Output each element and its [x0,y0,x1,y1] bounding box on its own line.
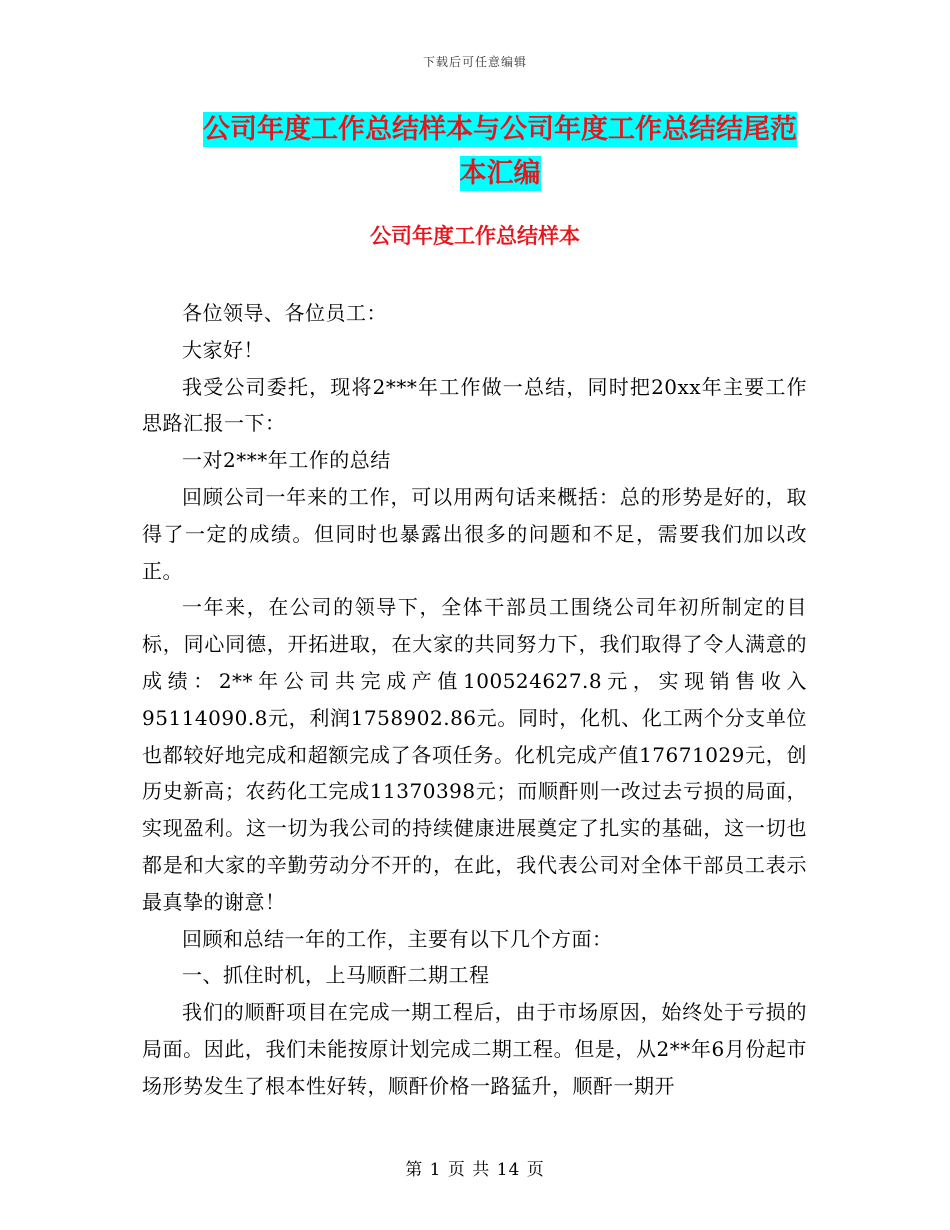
paragraph-greeting: 各位领导、各位员工： [182,301,387,325]
paragraph-heading-project: 一、抓住时机，上马顺酐二期工程 [182,963,490,988]
paragraph-review: 回顾公司一年来的工作，可以用两句话来概括：总的形势是好的，取得了一定的成绩。但同时也暴露出很多的问题和不足，需要我们加以改正。 [142,484,807,583]
paragraph-project: 我们的顺酐项目在完成一期工程后，由于市场原因，始终处于亏损的局面。因此，我们未能按原计划完成二期工程。但是，从2**年6月份起市场形势发生了根本性好转，顺酐价格一路猛升，顺酐一期开 [142,1000,807,1098]
paragraph-heading-summary: 一对2***年工作的总结 [182,448,391,473]
paragraph-aspects: 回顾和总结一年的工作，主要有以下几个方面： [182,926,613,951]
header-note: 下载后可任意编辑 [422,55,527,69]
paragraph-intro: 我受公司委托，现将2***年工作做一总结，同时把20xx年主要工作思路汇报一下： [142,374,807,436]
paragraph-hello: 大家好！ [182,337,264,362]
paragraph-achievements: 一年来，在公司的领导下，全体干部员工围绕公司年初所制定的目标，同心同德，开拓进取，在大家的共同努力下，我们取得了令人满意的成绩：2**年公司共完成产值100524627.8元，实现销售收入95114090.8元，利润1758902.86元。同时，化机、化工两个分支单位也都较好地完成和超额完成了各项任务。化机完成产值17671029元，创历史新高；农药化工完成11370398元；而顺酐则一改过去亏损的局面，实现盈利。这一切为我公司的持续健康进展奠定了扎实的基础，这一切也都是和大家的辛勤劳动分不开的，在此，我代表公司对全体干部员工表示最真挚的谢意！ [142,595,807,914]
document-title [190,108,810,196]
document-body [142,295,807,1105]
document-title-text: 公司年度工作总结样本与公司年度工作总结结尾范本汇编 [203,114,797,189]
section-title: 公司年度工作总结样本 [370,224,580,248]
page-footer: 第 1 页 共 14 页 [405,1160,545,1180]
